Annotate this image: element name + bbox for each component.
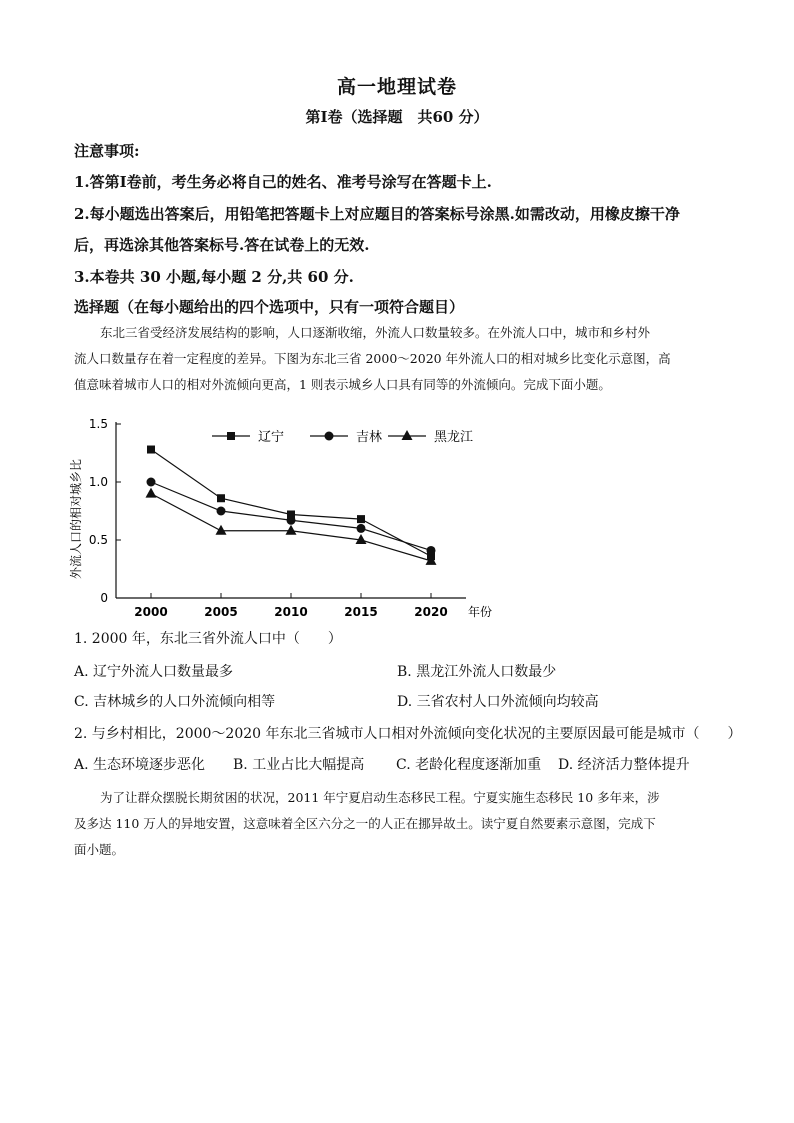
notice-item-2-cont: 后，再选涂其他答案标号.答在试卷上的无效. [74, 236, 370, 254]
legend-marker [227, 432, 235, 440]
material-2-line: 为了让群众摆脱长期贫困的状况，2011 年宁夏启动生态移民工程。宁夏实施生态移民 10 多年来，涉 [100, 790, 660, 805]
q1-option-d: D. 三省农村人口外流倾向均较高 [397, 694, 599, 710]
data-point [217, 494, 225, 502]
material-1-line: 值意味着城市人口的相对外流倾向更高，1 则表示城乡人口具有同等的外流倾向。完成下面小题。 [74, 377, 611, 392]
q2-option-a: A. 生态环境逐步恶化 [74, 757, 206, 773]
q2-option-d: D. 经济活力整体提升 [558, 757, 690, 773]
notice-item-1: 1.答第Ⅰ卷前，考生务必将自己的姓名、准考号涂写在答题卡上. [74, 173, 492, 191]
material-1 [74, 320, 724, 398]
notice-item-3: 3.本卷共 30 小题,每小题 2 分,共 60 分. [74, 268, 354, 286]
y-tick-label: 0 [100, 591, 108, 605]
legend-label: 辽宁 [258, 430, 285, 445]
data-point [427, 546, 436, 555]
q2-option-b: B. 工业占比大幅提高 [233, 757, 365, 773]
y-tick-label: 1.5 [88, 417, 108, 431]
data-point [147, 478, 156, 487]
q1-option-c: C. 吉林城乡的人口外流倾向相等 [74, 694, 276, 710]
legend-marker [325, 432, 334, 441]
q2-option-c: C. 老龄化程度逐渐加重 [396, 757, 542, 773]
material-2 [74, 785, 724, 863]
x-tick-label: 2005 [204, 605, 238, 619]
q1-option-a: A. 辽宁外流人口数量最多 [74, 664, 234, 680]
y-axis-label: 外流人口的相对城乡比 [69, 458, 83, 580]
notice-heading: 注意事项: [74, 142, 140, 160]
material-2-line: 面小题。 [74, 842, 125, 857]
section-subtitle: 第Ⅰ卷（选择题 共60 分） [305, 108, 489, 126]
data-point [286, 525, 297, 535]
data-point [357, 515, 365, 523]
data-point [217, 507, 226, 516]
x-tick-label: 2000 [134, 605, 168, 619]
x-tick-label: 2010 [274, 605, 308, 619]
data-point [216, 525, 227, 535]
material-1-line: 东北三省受经济发展结构的影响，人口逐渐收缩，外流人口数量较多。在外流人口中，城市和乡村外 [100, 325, 651, 340]
y-tick-label: 1.0 [88, 475, 108, 489]
question-2-stem: 2. 与乡村相比，2000～2020 年东北三省城市人口相对外流倾向变化状况的主要原因最可能是城市（ ） [74, 726, 742, 742]
material-1-line: 流人口数量存在着一定程度的差异。下图为东北三省 2000～2020 年外流人口的相对城乡比变化示意图，高 [74, 351, 671, 366]
section-heading: 选择题（在每小题给出的四个选项中，只有一项符合题目） [74, 298, 465, 316]
data-point [287, 516, 296, 525]
x-tick-label: 2020 [414, 605, 448, 619]
question-1-stem: 1. 2000 年，东北三省外流人口中（ ） [74, 631, 342, 647]
notice-item-2: 2.每小题选出答案后，用铅笔把答题卡上对应题目的答案标号涂黑.如需改动，用橡皮擦干净 [74, 205, 680, 223]
legend-label: 黑龙江 [434, 430, 474, 445]
exam-title: 高一地理试卷 [336, 76, 457, 98]
x-tick-label: 2015 [344, 605, 378, 619]
x-axis-label: 年份 [468, 605, 493, 619]
data-point [146, 488, 157, 498]
q1-option-b: B. 黑龙江外流人口数最少 [397, 664, 557, 680]
material-2-line: 及多达 110 万人的异地安置，这意味着全区六分之一的人正在挪异故土。读宁夏自然要素示意图，完成下 [74, 816, 656, 831]
series-line [151, 450, 431, 557]
data-point [147, 446, 155, 454]
legend-marker [402, 430, 413, 440]
y-tick-label: 0.5 [88, 533, 108, 547]
data-point [357, 524, 366, 533]
line-chart [66, 410, 506, 620]
legend-label: 吉林 [356, 430, 383, 445]
